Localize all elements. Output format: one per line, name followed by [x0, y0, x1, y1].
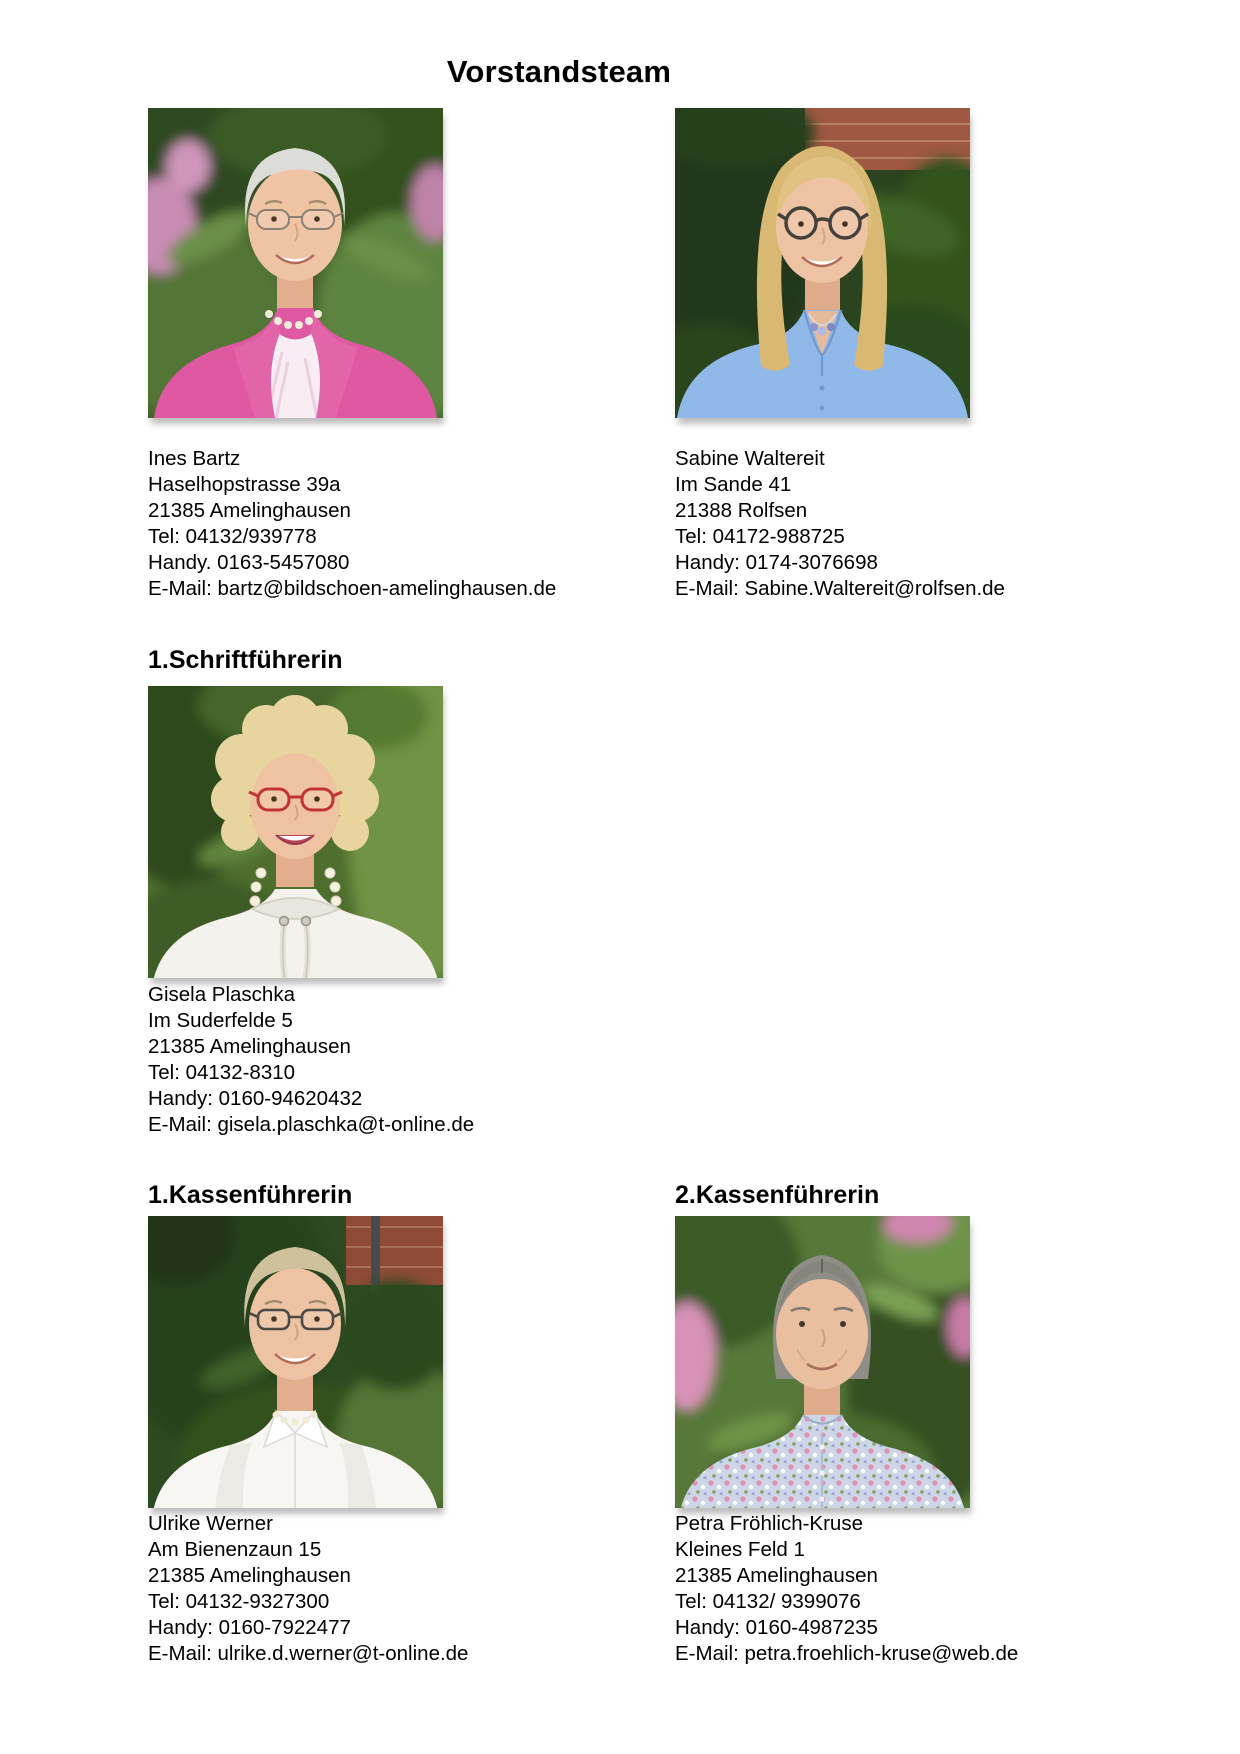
- portrait-photo-sabine-waltereit: [675, 108, 970, 418]
- contact-city: 21385 Amelinghausen: [148, 499, 351, 522]
- contact-block-gisela-plaschka: [148, 982, 474, 1138]
- portrait-photo-ulrike-werner: [148, 1216, 443, 1508]
- portrait-illustration: [148, 686, 443, 978]
- portrait-illustration: [148, 108, 443, 418]
- section-heading-kassenfuehrerin-1: 1.Kassenführerin: [148, 1181, 353, 1209]
- contact-tel: Tel: 04132-8310: [148, 1061, 296, 1084]
- contact-city: 21385 Amelinghausen: [148, 1564, 351, 1587]
- contact-tel: Tel: 04132-9327300: [148, 1590, 330, 1613]
- contact-street: Im Sande 41: [675, 473, 792, 496]
- contact-block-sabine-waltereit: [675, 446, 1005, 602]
- contact-name: Petra Fröhlich-Kruse: [675, 1512, 863, 1535]
- contact-email: E-Mail: ulrike.d.werner@t-online.de: [148, 1642, 469, 1665]
- contact-tel: Tel: 04132/ 9399076: [675, 1590, 861, 1613]
- contact-mobile: Handy. 0163-5457080: [148, 551, 350, 574]
- contact-email: E-Mail: bartz@bildschoen-amelinghausen.de: [148, 577, 557, 600]
- contact-tel: Tel: 04132/939778: [148, 525, 317, 548]
- contact-mobile: Handy: 0160-94620432: [148, 1087, 363, 1110]
- contact-tel: Tel: 04172-988725: [675, 525, 845, 548]
- portrait-illustration: [675, 108, 970, 418]
- section-heading-kassenfuehrerin-2: 2.Kassenführerin: [675, 1181, 880, 1209]
- contact-street: Haselhopstrasse 39a: [148, 473, 341, 496]
- contact-city: 21388 Rolfsen: [675, 499, 808, 522]
- section-heading-schriftfuehrerin: 1.Schriftführerin: [148, 646, 343, 674]
- portrait-photo-gisela-plaschka: [148, 686, 443, 978]
- contact-block-petra-froehlich-kruse: [675, 1511, 1018, 1667]
- contact-name: Sabine Waltereit: [675, 447, 825, 470]
- contact-city: 21385 Amelinghausen: [675, 1564, 878, 1587]
- contact-email: E-Mail: gisela.plaschka@t-online.de: [148, 1113, 475, 1136]
- contact-name: Ines Bartz: [148, 447, 241, 470]
- contact-street: Kleines Feld 1: [675, 1538, 805, 1561]
- portrait-photo-ines-bartz: [148, 108, 443, 418]
- contact-mobile: Handy: 0160-4987235: [675, 1616, 878, 1639]
- contact-name: Ulrike Werner: [148, 1512, 273, 1535]
- contact-name: Gisela Plaschka: [148, 983, 295, 1006]
- portrait-photo-petra-froehlich-kruse: [675, 1216, 970, 1508]
- contact-street: Am Bienenzaun 15: [148, 1538, 322, 1561]
- contact-mobile: Handy: 0160-7922477: [148, 1616, 351, 1639]
- contact-street: Im Suderfelde 5: [148, 1009, 293, 1032]
- contact-block-ulrike-werner: [148, 1511, 468, 1667]
- contact-mobile: Handy: 0174-3076698: [675, 551, 878, 574]
- portrait-illustration: [148, 1216, 443, 1508]
- contact-email: E-Mail: Sabine.Waltereit@rolfsen.de: [675, 577, 1005, 600]
- contact-email: E-Mail: petra.froehlich-kruse@web.de: [675, 1642, 1019, 1665]
- page-title: Vorstandsteam: [446, 54, 672, 89]
- portrait-illustration: [675, 1216, 970, 1508]
- contact-block-ines-bartz: [148, 446, 556, 602]
- contact-city: 21385 Amelinghausen: [148, 1035, 351, 1058]
